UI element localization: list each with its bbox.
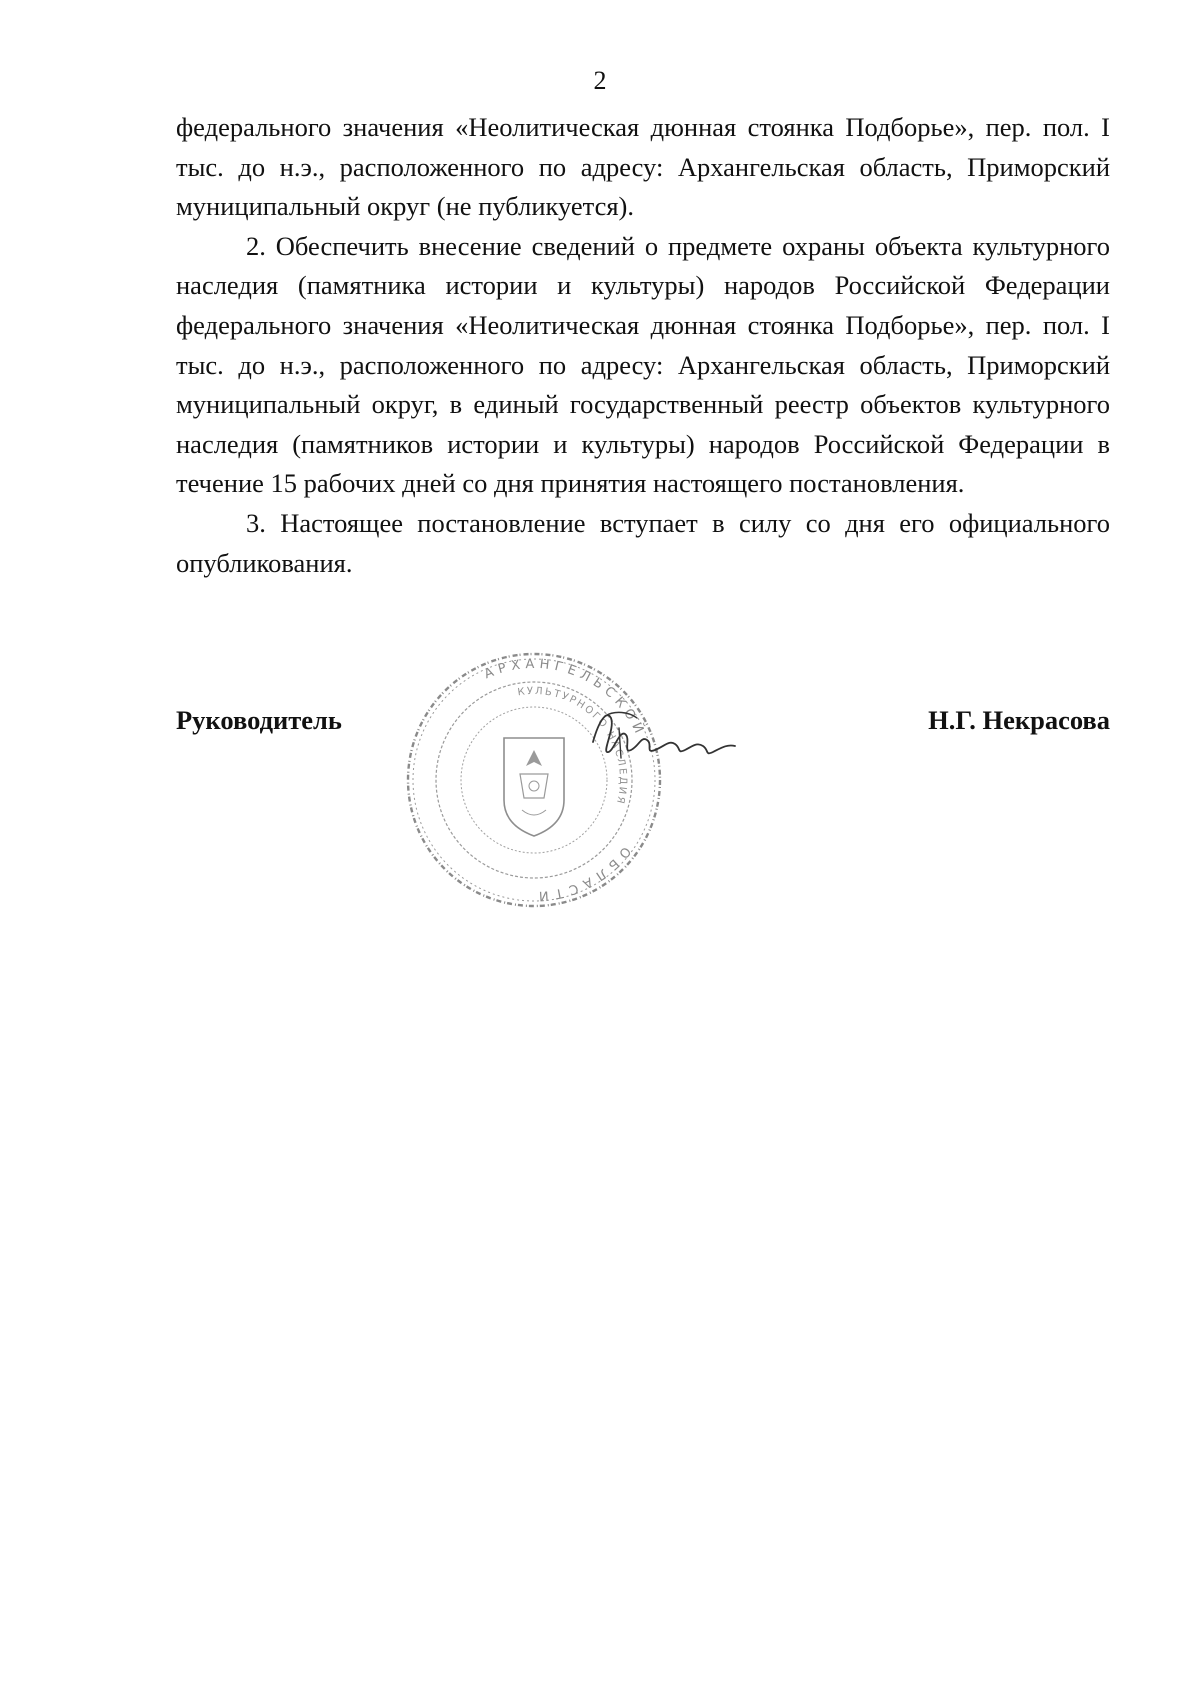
signatory-name: Н.Г. Некрасова [928,705,1110,735]
official-stamp [404,650,664,910]
svg-text:ОБЛАСТИ [532,843,633,903]
page-number: 2 [593,66,607,95]
signatory-position: Руководитель [176,705,342,735]
signature-block [176,702,1110,742]
paragraph-1: федерального значения «Неолитическая дюнная стоянка Подборье», пер. пол. I тыс. до н.э., расположенного по адресу: Архангельская область, Приморский муниципальный округ (не публикуется). [176,112,1110,222]
stamp-ring-text-top: АРХАНГЕЛЬСКОЙ [482,656,649,741]
stamp-ring-text-bottom: ОБЛАСТИ [532,843,634,904]
paragraph-2: 2. Обеспечить внесение сведений о предмете охраны объекта культурного наследия (памятника истории и культуры) народов Российской Федерации федерального значения «Неолитическая дюнная стоянка Подборье», пер. пол. I тыс. до н.э., расположенного по адресу: Архангельская область, Приморский муниципальный округ, в единый государственный реестр объектов культурного наследия (памятников истории и культуры) народов Российской Федерации в течение 15 рабочих дней со дня принятия настоящего постановления. [176,230,1110,499]
document-body [176,108,1110,583]
stamp-ring-text-inner: КУЛЬТУРНОГО НАСЛЕДИЯ [516,685,629,807]
paragraph-3: 3. Настоящее постановление вступает в силу со дня его официального опубликования. [176,507,1110,578]
